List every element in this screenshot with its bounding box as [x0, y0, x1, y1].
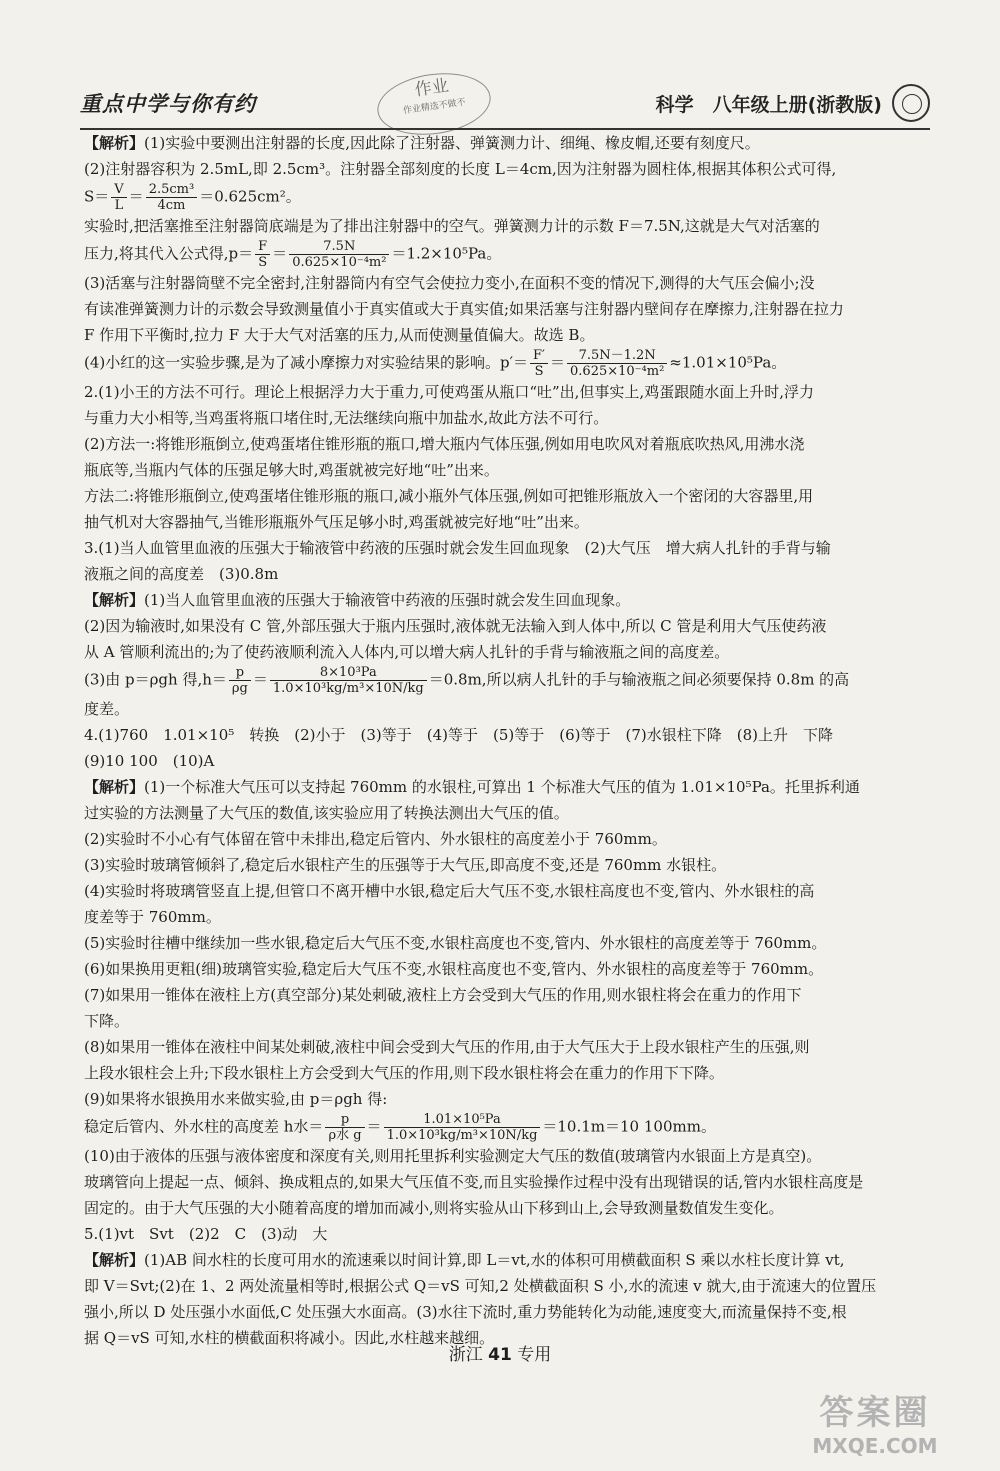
line-text: (6)如果换用更粗(细)玻璃管实验,稳定后大气压不变,水银柱高度也不变,管内、外水银柱的高度差等于 760mm。: [84, 960, 824, 978]
answer-line: [84, 1086, 924, 1112]
answer-line: [84, 587, 924, 613]
line-text: 据 Q＝vS 可知,水柱的横截面积将减小。因此,水柱越来越细。: [84, 1329, 495, 1347]
fraction-numerator: 8×10³Pa: [270, 665, 427, 681]
fraction-denominator: S: [258, 255, 268, 270]
stamp-main: 作业: [413, 75, 450, 101]
formula-equals: ＝: [366, 1117, 382, 1136]
formula-equals: ＝: [550, 353, 566, 372]
fraction: [325, 1112, 364, 1143]
answer-line: [84, 613, 924, 639]
fraction-numerator: F′: [530, 348, 548, 364]
line-text: 5.(1)vt Svt (2)2 C (3)动 大: [84, 1225, 328, 1243]
answer-line: [84, 665, 924, 696]
answer-line: [84, 696, 924, 722]
answer-line: [84, 322, 924, 348]
watermark-url: MXQE.COM: [812, 1434, 938, 1458]
answer-line: [84, 639, 924, 665]
answer-line: [84, 379, 924, 405]
line-text: 度差等于 760mm。: [84, 908, 221, 926]
line-text: 方法二:将锥形瓶倒立,使鸡蛋堵住锥形瓶的瓶口,减小瓶外气体压强,例如可把锥形瓶放入一个密闭的大容器里,用: [84, 487, 814, 505]
answer-line: [84, 1169, 924, 1195]
line-text: (2)实验时不小心有气体留在管中未排出,稳定后管内、外水银柱的高度差小于 760mm。: [84, 830, 667, 848]
line-text: (1)一个标准大气压可以支持起 760mm 的水银柱,可算出 1 个标准大气压的值为 1.01×10⁵Pa。托里拆利通: [144, 778, 860, 796]
subject-title: 科学 八年级上册(浙教版): [655, 94, 882, 116]
line-text: 2.(1)小王的方法不可行。理论上根据浮力大于重力,可使鸡蛋从瓶口“吐”出,但事实上,鸡蛋跟随水面上升时,浮力: [84, 383, 814, 401]
answer-line: [84, 535, 924, 561]
answer-line: [84, 800, 924, 826]
answer-line: [84, 904, 924, 930]
answer-line: [84, 483, 924, 509]
fraction: [384, 1112, 541, 1143]
fraction: [111, 182, 126, 213]
page-header: [80, 75, 930, 124]
fraction: [146, 182, 198, 213]
formula-equals: ＝: [252, 670, 268, 689]
analysis-tag: 【解析】: [84, 778, 145, 796]
formula-equals: ＝: [128, 187, 144, 206]
line-text: 固定的。由于大气压强的大小随着高度的增加而减小,则将实验从山下移到山上,会导致测量数值发生变化。: [84, 1199, 784, 1217]
formula-prefix: (3)由 p＝ρgh 得,h＝: [84, 670, 227, 689]
footer-suffix: 专用: [511, 1345, 552, 1365]
answer-content: [84, 130, 924, 1351]
page-number: 41: [488, 1345, 512, 1365]
analysis-tag: 【解析】: [84, 134, 145, 152]
answer-line: [84, 1195, 924, 1221]
line-text: 玻璃管向上提起一点、倾斜、换成粗点的,如果大气压值不变,而且实验操作过程中没有出现错误的话,管内水银柱高度是: [84, 1173, 864, 1191]
formula-suffix: ＝10.1m＝10 100mm。: [542, 1117, 716, 1136]
line-text: (8)如果用一锥体在液柱中间某处刺破,液柱中间会受到大气压的作用,由于大气压大于上段水银柱产生的压强,则: [84, 1038, 810, 1056]
footer-prefix: 浙江: [448, 1345, 489, 1365]
answer-line: [84, 130, 924, 156]
line-text: (2)注射器容积为 2.5mL,即 2.5cm³。注射器全部刻度的长度 L＝4cm,因为注射器为圆柱体,根据其体积公式可得,: [84, 160, 837, 178]
analysis-tag: 【解析】: [84, 591, 145, 609]
line-text: (1)当人血管里血液的压强大于输液管中药液的压强时就会发生回血现象。: [144, 591, 631, 609]
line-text: (5)实验时往槽中继续加一些水银,稳定后大气压不变,水银柱高度也不变,管内、外水银柱的高度差等于 760mm。: [84, 934, 827, 952]
formula-suffix: ＝0.625cm²。: [199, 187, 301, 206]
formula-prefix: S＝: [84, 187, 110, 206]
brand-logo: 重点中学与你有约: [80, 92, 256, 116]
page-footer: [0, 1340, 1000, 1365]
line-text: (9)如果将水银换用水来做实验,由 p＝ρgh 得:: [84, 1090, 388, 1108]
answer-line: [84, 826, 924, 852]
fraction-numerator: V: [111, 182, 126, 198]
line-text: (1)AB 间水柱的长度可用水的流速乘以时间计算,即 L＝vt,水的体积可用横截面积 S 乘以水柱长度计算 vt,: [144, 1251, 845, 1269]
line-text: (2)因为输液时,如果没有 C 管,外部压强大于瓶内压强时,液体就无法输入到人体中,所以 C 管是利用大气压使药液: [84, 617, 827, 635]
line-text: 下降。: [84, 1012, 130, 1030]
answer-line: [84, 213, 924, 239]
fraction-numerator: 2.5cm³: [146, 182, 198, 198]
fraction-numerator: 1.01×10⁵Pa: [384, 1112, 541, 1128]
line-text: 4.(1)760 1.01×10⁵ 转换 (2)小于 (3)等于 (4)等于 (5)等于 (6)等于 (7)水银柱下降 (8)上升 下降: [84, 726, 833, 744]
watermark-logo: [770, 1391, 980, 1461]
line-text: 上段水银柱会上升;下段水银柱上方会受到大气压的作用,则下段水银柱将会在重力的作用下下降。: [84, 1064, 724, 1082]
answer-line: [84, 982, 924, 1008]
answer-line: [84, 182, 924, 213]
answer-line: [84, 156, 924, 182]
school-seal-icon: [892, 84, 930, 122]
formula-prefix: 压力,将其代入公式得,p＝: [84, 244, 254, 263]
line-text: 抽气机对大容器抽气,当锥形瓶瓶外气压足够小时,鸡蛋就被完好地“吐”出来。: [84, 513, 589, 531]
fraction: [255, 239, 270, 270]
answer-line: [84, 405, 924, 431]
fraction: [270, 665, 427, 696]
fraction-denominator: 4cm: [157, 198, 186, 213]
answer-line: [84, 878, 924, 904]
fraction-denominator: S: [534, 364, 544, 379]
answer-line: [84, 270, 924, 296]
line-text: (10)由于液体的压强与液体密度和深度有关,则用托里拆利实验测定大气压的数值(玻璃管内水银面上方是真空)。: [84, 1147, 822, 1165]
line-text: 即 V＝Svt;(2)在 1、2 两处流量相等时,根据公式 Q＝vS 可知,2 处横截面积 S 小,水的流速 v 就大,由于流速大的位置压: [84, 1277, 877, 1295]
answer-line: [84, 1112, 924, 1143]
line-text: 液瓶之间的高度差 (3)0.8m: [84, 565, 279, 583]
formula-prefix: 稳定后管内、外水柱的高度差 h水＝: [84, 1117, 324, 1136]
answer-line: [84, 431, 924, 457]
answer-line: [84, 239, 924, 270]
answer-line: [84, 348, 924, 379]
answer-line: [84, 774, 924, 800]
answer-line: [84, 1008, 924, 1034]
answer-line: [84, 561, 924, 587]
fraction-numerator: F: [255, 239, 270, 255]
fraction: [530, 348, 548, 379]
line-text: (1)实验中要测出注射器的长度,因此除了注射器、弹簧测力计、细绳、橡皮帽,还要有刻度尺。: [144, 134, 760, 152]
line-text: 从 A 管顺利流出的;为了使药液顺利流入人体内,可以增大病人扎针的手背与输液瓶之间的高度差。: [84, 643, 730, 661]
fraction-denominator: ρg: [231, 681, 248, 696]
line-text: 瓶底等,当瓶内气体的压强足够大时,鸡蛋就被完好地“吐”出来。: [84, 461, 499, 479]
answer-line: [84, 1299, 924, 1325]
line-text: 实验时,把活塞推至注射器筒底端是为了排出注射器中的空气。弹簧测力计的示数 F＝7.5N,这就是大气对活塞的: [84, 217, 820, 235]
answer-line: [84, 956, 924, 982]
line-text: 过实验的方法测量了大气压的数值,该实验应用了转换法测出大气压的值。: [84, 804, 569, 822]
line-text: 与重力大小相等,当鸡蛋将瓶口堵住时,无法继续向瓶中加盐水,故此方法不可行。: [84, 409, 609, 427]
answer-line: [84, 1221, 924, 1247]
line-text: (7)如果用一锥体在液柱上方(真空部分)某处刺破,液柱上方会受到大气压的作用,则水银柱将会在重力的作用下: [84, 986, 802, 1004]
line-text: 有读准弹簧测力计的示数会导致测量值小于真实值或大于真实值;如果活塞与注射器内壁间存在摩擦力,注射器在拉力: [84, 300, 844, 318]
answer-line: [84, 748, 924, 774]
watermark-text: 答案圈: [819, 1393, 931, 1433]
fraction-denominator: L: [114, 198, 124, 213]
answer-line: [84, 1060, 924, 1086]
line-text: 3.(1)当人血管里血液的压强大于输液管中药液的压强时就会发生回血现象 (2)大气压 增大病人扎针的手背与输: [84, 539, 831, 557]
fraction: [567, 348, 667, 379]
formula-equals: ＝: [272, 244, 288, 263]
answer-line: [84, 722, 924, 748]
fraction-denominator: 1.0×10³kg/m³×10N/kg: [272, 681, 424, 696]
formula-suffix: ≈1.01×10⁵Pa。: [669, 353, 787, 372]
line-text: (2)方法一:将锥形瓶倒立,使鸡蛋堵住锥形瓶的瓶口,增大瓶内气体压强,例如用电吹风对着瓶底吹热风,用沸水浇: [84, 435, 805, 453]
line-text: F 作用下平衡时,拉力 F 大于大气对活塞的压力,从而使测量值偏大。故选 B。: [84, 326, 595, 344]
analysis-tag: 【解析】: [84, 1251, 145, 1269]
line-text: (3)实验时玻璃管倾斜了,稳定后水银柱产生的压强等于大气压,即高度不变,还是 760mm 水银柱。: [84, 856, 727, 874]
line-text: (9)10 100 (10)A: [84, 752, 215, 770]
fraction-numerator: 7.5N－1.2N: [567, 348, 667, 364]
fraction-denominator: 1.0×10³kg/m³×10N/kg: [386, 1128, 538, 1143]
fraction-numerator: p: [229, 665, 251, 681]
formula-suffix: ＝1.2×10⁵Pa。: [391, 244, 502, 263]
fraction: [289, 239, 389, 270]
fraction-numerator: 7.5N: [289, 239, 389, 255]
answer-line: [84, 509, 924, 535]
fraction: [229, 665, 251, 696]
answer-line: [84, 1273, 924, 1299]
answer-line: [84, 457, 924, 483]
line-text: 强小,所以 D 处压强小水面低,C 处压强大水面高。(3)水往下流时,重力势能转化为动能,速度变大,而流量保持不变,根: [84, 1303, 847, 1321]
fraction-denominator: 0.625×10⁻⁴m²: [570, 364, 665, 379]
fraction-denominator: ρ水 g: [328, 1128, 362, 1143]
stamp-sub: 作业精选不做不: [402, 97, 467, 117]
fraction-denominator: 0.625×10⁻⁴m²: [292, 255, 387, 270]
formula-suffix: ＝0.8m,所以病人扎针的手与输液瓶之间必须要保持 0.8m 的高: [428, 670, 850, 689]
line-text: (4)实验时将玻璃管竖直上提,但管口不离开槽中水银,稳定后大气压不变,水银柱高度也不变,管内、外水银柱的高: [84, 882, 815, 900]
line-text: 度差。: [84, 700, 130, 718]
formula-prefix: (4)小红的这一实验步骤,是为了减小摩擦力对实验结果的影响。p′＝: [84, 353, 529, 372]
answer-line: [84, 852, 924, 878]
answer-line: [84, 1247, 924, 1273]
answer-line: [84, 296, 924, 322]
answer-line: [84, 1034, 924, 1060]
answer-line: [84, 930, 924, 956]
fraction-numerator: p: [325, 1112, 364, 1128]
answer-line: [84, 1143, 924, 1169]
line-text: (3)活塞与注射器筒壁不完全密封,注射器筒内有空气会使拉力变小,在面积不变的情况下,测得的大气压会偏小;没: [84, 274, 815, 292]
